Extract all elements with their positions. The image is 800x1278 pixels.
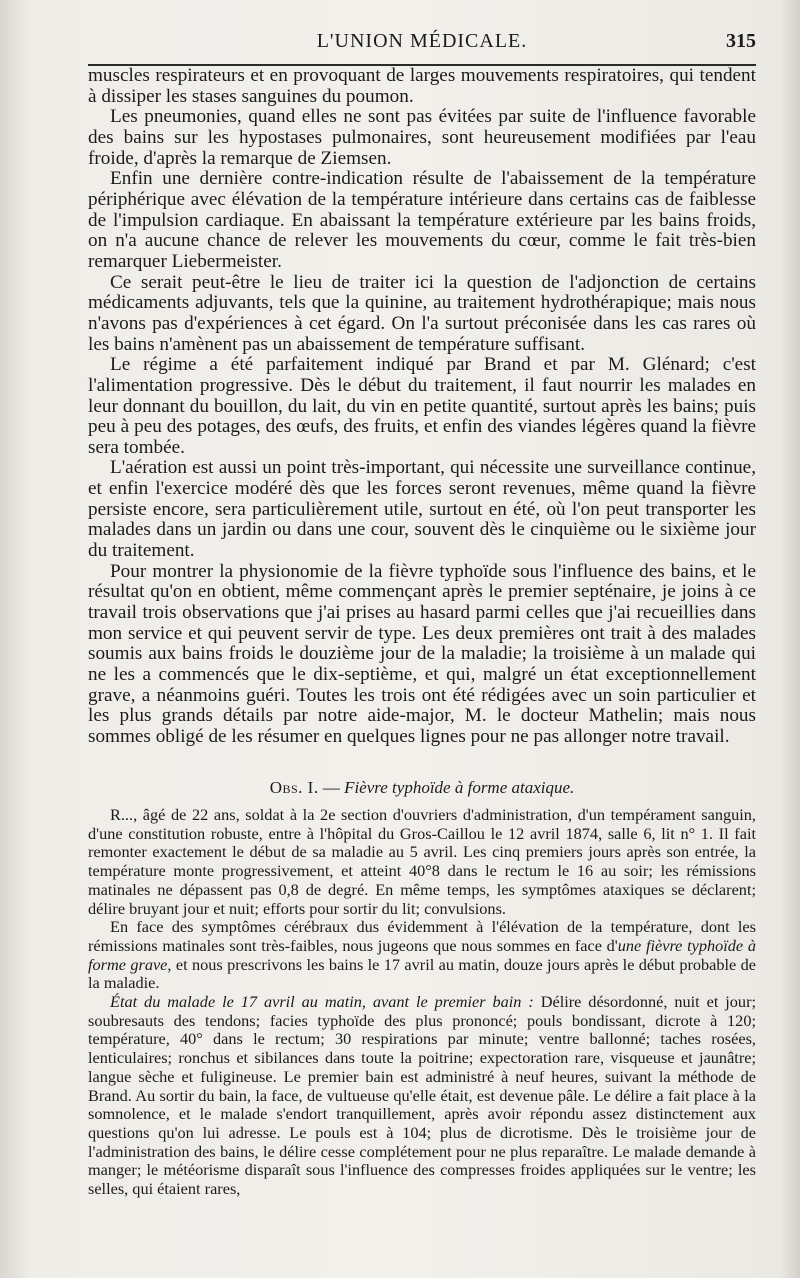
- text-run: En face des symptômes cérébraux dus évidemment à l'élévation de la température, dont les rémissions matinales sont très-faibles, nous jugeons que nous sommes en face d': [88, 917, 756, 955]
- observation-paragraph: R..., âgé de 22 ans, soldat à la 2e section d'ouvriers d'administration, d'un tempérament sanguin, d'une constitution robuste, entre à l'hôpital du Gros-Caillou le 12 avril 1874, salle 6, lit n° 1. Il fait remonter exactement le début de sa maladie au 5 avril. Les cinq premiers jours après son entrée, la température monte progressivement, et atteint 40°8 dans le rectum le 16 au soir; les rémissions matinales ne dépassent pas 0,8 de degré. En même temps, les symptômes ataxiques se déclarent; délire bruyant jour et nuit; efforts pour sortir du lit; convulsions.: [88, 805, 756, 918]
- running-title: L'UNION MÉDICALE.: [316, 30, 528, 52]
- italic-run: État du malade le 17 avril au matin, avant le premier bain :: [110, 992, 534, 1012]
- observation-heading: [88, 778, 756, 798]
- italic-run: une fièvre typhoïde à forme grave: [88, 935, 756, 974]
- observation-paragraph: [88, 918, 756, 993]
- paragraph: Le régime a été parfaitement indiqué par Brand et par M. Glénard; c'est l'alimentation progressive. Dès le début du traitement, il faut nourrir les malades en leur donnant du bouillon, du lait, du vin en petite quantité, surtout après les bains; puis peu à peu des potages, des œufs, des fruits, et enfin des viandes légères quand la fièvre sera tombée.: [88, 354, 756, 458]
- paragraph: Les pneumonies, quand elles ne sont pas évitées par suite de l'influence favorable des bains sur les hypostases pulmonaires, sont heureusement modifiées par l'eau froide, d'après la remarque de Ziemsen.: [88, 106, 756, 169]
- paragraph: Ce serait peut-être le lieu de traiter ici la question de l'adjonction de certains médicaments adjuvants, tels que la quinine, au traitement hydrothérapique; mais nous n'avons pas d'expériences à cet égard. On l'a surtout préconisée dans les cas rares où les bains n'amènent pas un abaissement de température suffisant.: [88, 271, 756, 355]
- main-text: [88, 66, 756, 748]
- observation-text: [88, 806, 756, 1199]
- page-number: 315: [726, 30, 756, 52]
- text-run: Délire désordonné, nuit et jour; soubresauts des tendons; facies typhoïde des plus prononcé; pouls bondissant, dicrote à 120; température, 40° dans le rectum; 30 respirations par minute; ventre ballonné; taches rosées, lenticulaires; ronchus et sibilances dans toute la poitrine; expectoration rare, visqueuse et jaunâtre; langue sèche et fuligineuse. Le premier bain est administré à neuf heures, suivant la méthode de Brand. Au sortir du bain, la face, de vultueuse qu'elle était, est devenue pâle. Le délire a fait place à la somnolence, et le malade s'endort tranquillement, après avoir répondu assez distinctement aux questions qu'on lui adresse. Le pouls est à 104; plus de dicrotisme. Dès le troisième jour de l'administration des bains, le délire cesse complétement pour ne plus reparaître. Le malade demande à manger; le météorisme disparaît sous l'influence des compresses froides appliquées sur le ventre; les selles, qui étaient rares,: [88, 992, 757, 1199]
- observation-title: Fièvre typhoïde à forme ataxique.: [344, 778, 575, 797]
- observation-separator: —: [318, 778, 345, 797]
- observation-paragraph: [88, 993, 756, 1199]
- paragraph: L'aération est aussi un point très-important, qui nécessite une surveillance continue, et enfin l'exercice modéré dès que les forces seront revenues, même quand la fièvre persiste encore, sera particulièrement utile, surtout en été, où l'on peut transporter les malades dans un jardin ou dans une cour, souvent dès le cinquième ou le sixième jour du traitement.: [88, 457, 756, 562]
- paragraph: Enfin une dernière contre-indication résulte de l'abaissement de la température périphérique avec élévation de la température intérieure dans certains cas de faiblesse de l'impulsion cardiaque. En abaissant la température extérieure par les bains froids, on n'a aucune chance de relever les mouvements du cœur, comme le fait très-bien remarquer Liebermeister.: [88, 168, 756, 272]
- paragraph: muscles respirateurs et en provoquant de larges mouvements respiratoires, qui tendent à dissiper les stases sanguines du poumon.: [88, 65, 756, 107]
- page-header: [88, 30, 756, 56]
- paragraph: Pour montrer la physionomie de la fièvre typhoïde sous l'influence des bains, et le résultat qu'on en obtient, même commençant après le premier septénaire, je joins à ce travail trois observations que j'ai prises au hasard parmi celles que j'ai recueillies dans mon service et qui peuvent servir de type. Les deux premières ont trait à des malades soumis aux bains froids le douzième jour de la maladie; la troisième à un malade qui ne les a commencés que le dix-septième, et qui, malgré un état exceptionnellement grave, a néanmoins guéri. Toutes les trois ont été rédigées avec un soin particulier et les plus grands détails par notre aide-major, M. le docteur Mathelin; mais nous sommes obligé de les résumer en quelques lignes pour ne pas allonger notre travail.: [88, 560, 756, 747]
- observation-label: Obs. I.: [269, 778, 319, 797]
- text-run: , et nous prescrivons les bains le 17 avril au matin, douze jours après le début probable de la maladie.: [88, 954, 757, 993]
